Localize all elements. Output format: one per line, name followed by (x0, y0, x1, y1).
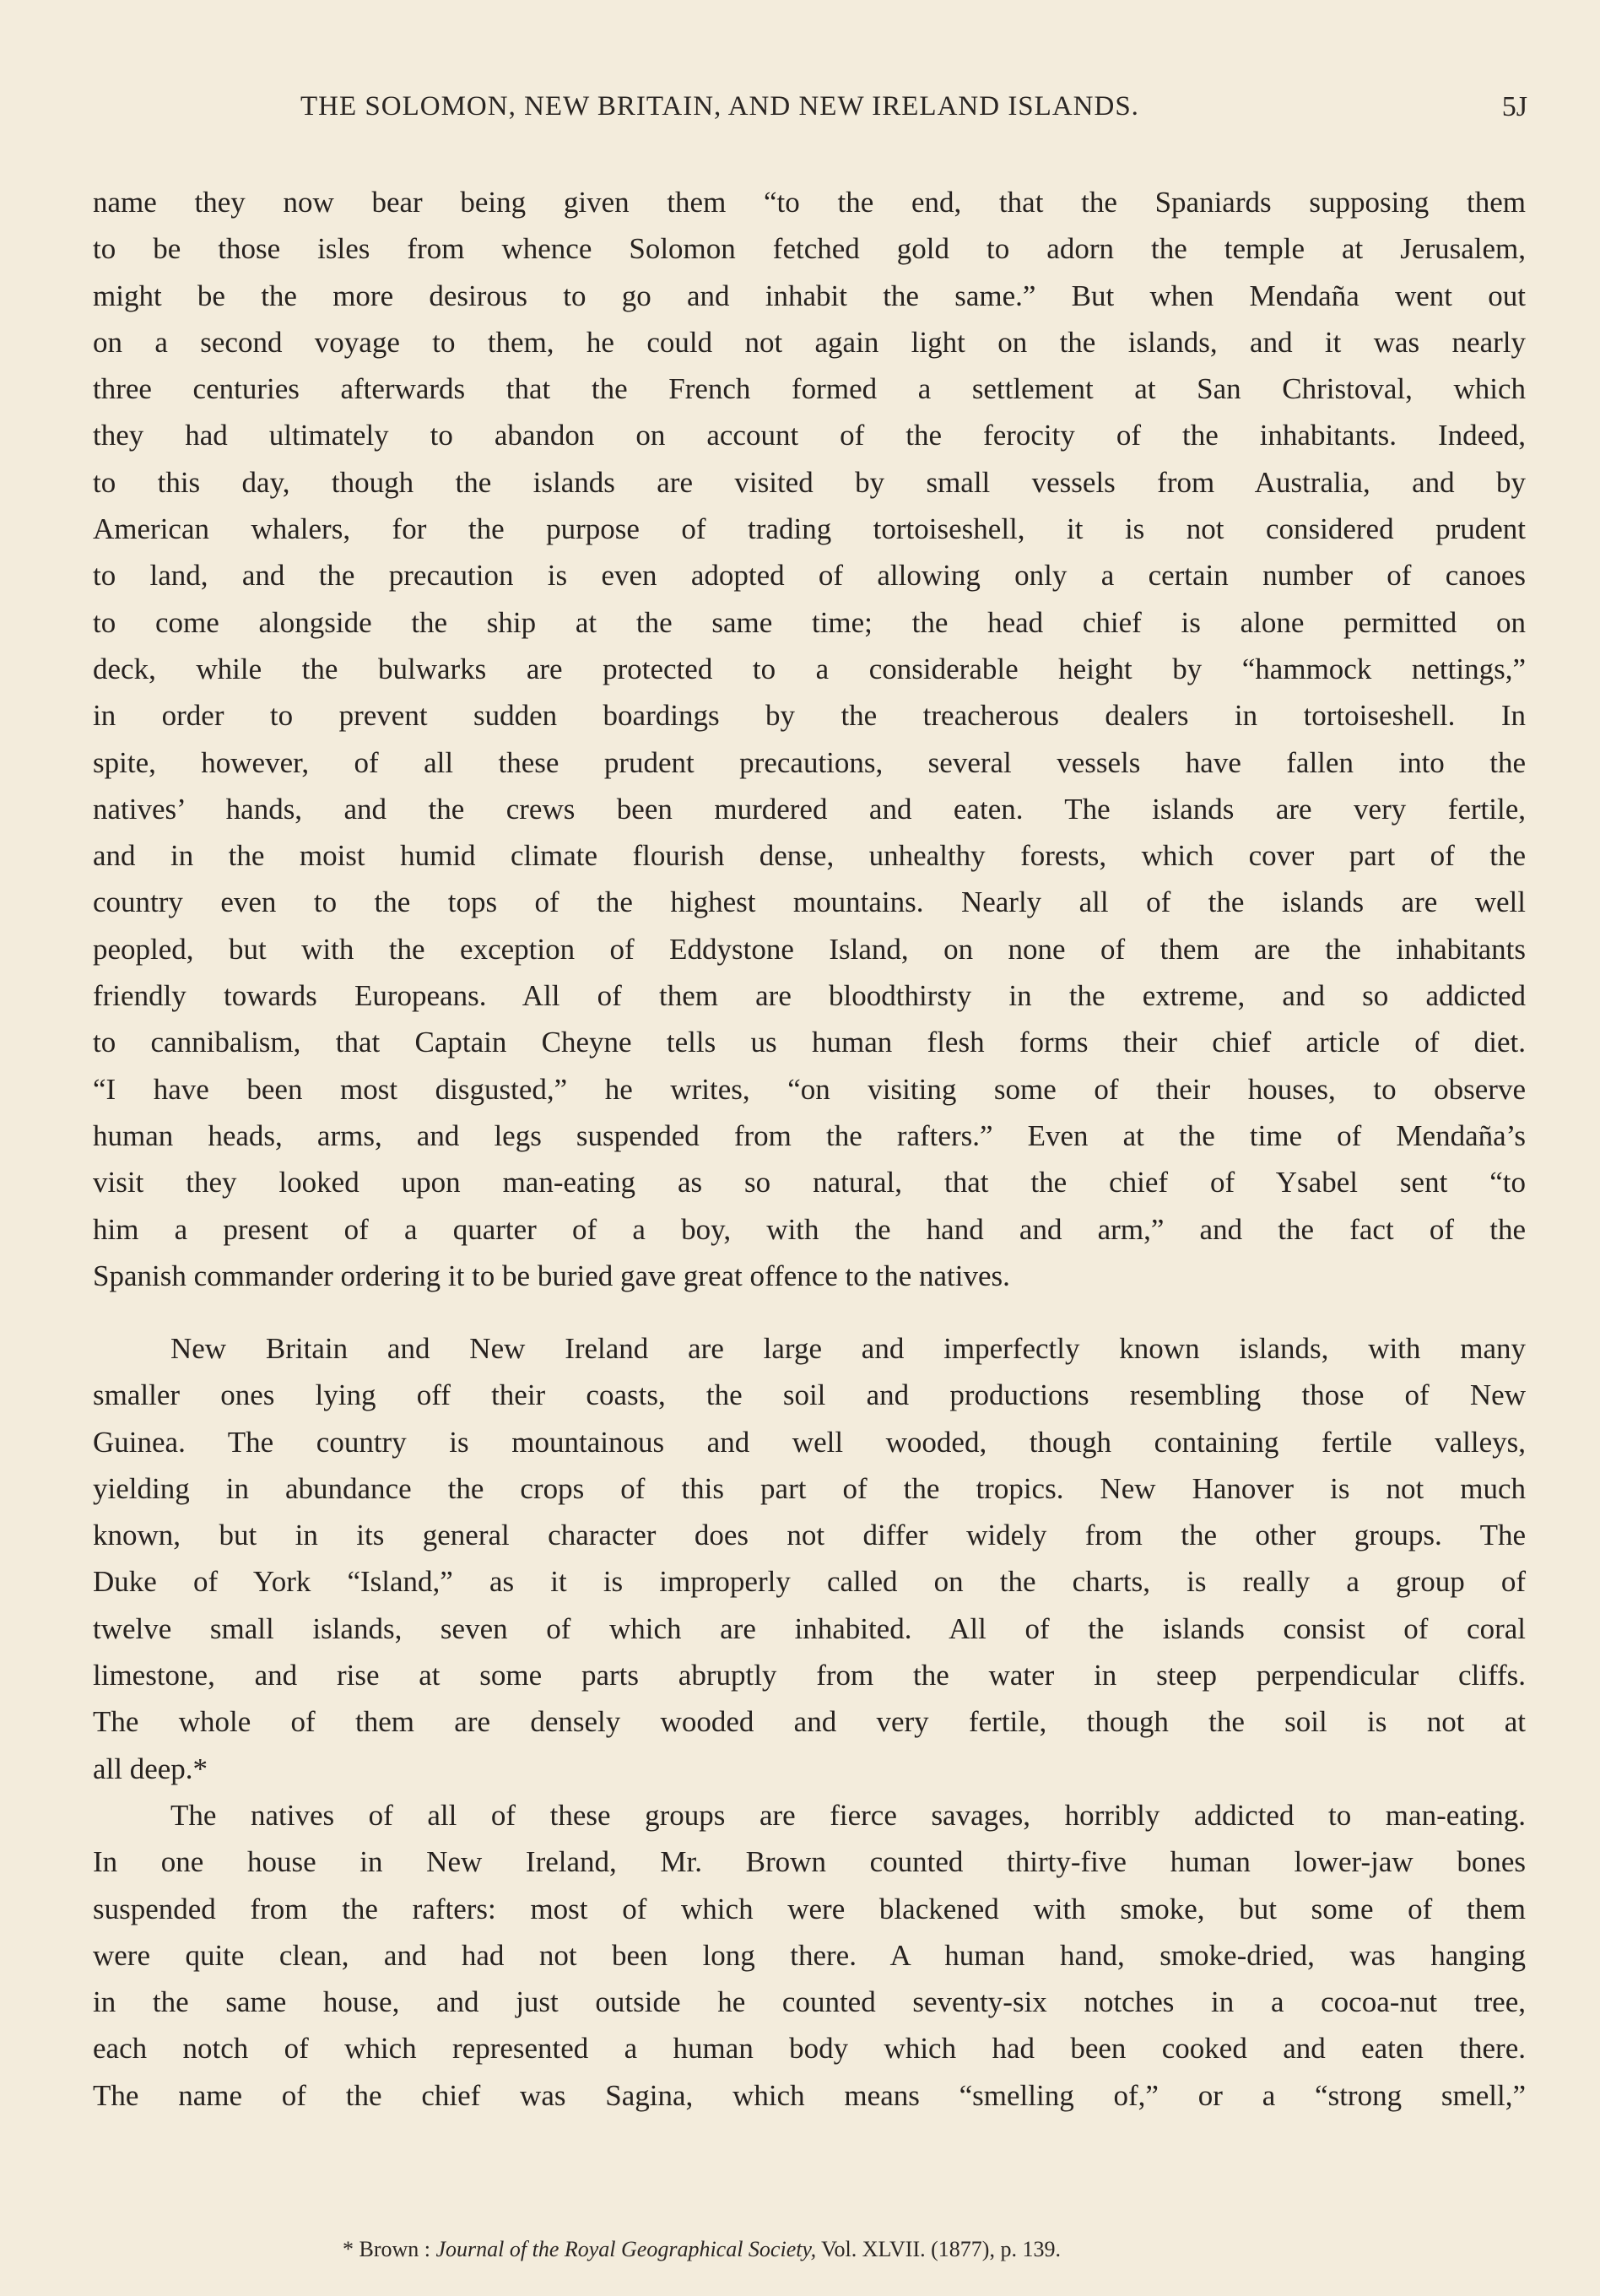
text-line: to cannibalism, that Captain Cheyne tells us human flesh forms their chief article of diet. (93, 1026, 1526, 1059)
text-line: suspended from the rafters: most of which were blackened with smoke, but some of them (93, 1892, 1526, 1925)
running-header (93, 91, 1527, 133)
page-number: 5J (1501, 91, 1527, 122)
footnote (343, 2237, 1355, 2262)
text-line: smaller ones lying off their coasts, the soil and productions resembling those of New (93, 1378, 1526, 1412)
text-line: deck, while the bulwarks are protected to a considerable height by “hammock nettings,” (93, 652, 1526, 685)
text-line: country even to the tops of the highest mountains. Nearly all of the islands are well (93, 885, 1526, 919)
text-line: natives’ hands, and the crews been murdered and eaten. The islands are very fertile, (93, 792, 1526, 826)
text-line: The natives of all of these groups are fierce savages, horribly addicted to man-eating. (170, 1799, 1526, 1832)
text-line: known, but in its general character does not differ widely from the other groups. The (93, 1519, 1526, 1552)
text-line: to be those isles from whence Solomon fetched gold to adorn the temple at Jerusalem, (93, 232, 1526, 266)
footnote-journal: Journal of the Royal Geographical Society, (435, 2237, 817, 2261)
text-line: in the same house, and just outside he counted seventy-six notches in a cocoa-nut tree, (93, 1985, 1526, 2019)
text-line: peopled, but with the exception of Eddystone Island, on none of them are the inhabitants (93, 932, 1526, 966)
text-line: The whole of them are densely wooded and very fertile, though the soil is not at (93, 1705, 1526, 1739)
header-title: THE SOLOMON, NEW BRITAIN, AND NEW IRELAND ISLANDS. (300, 91, 1139, 122)
paragraph-2 (93, 1325, 1526, 1792)
text-line: twelve small islands, seven of which are inhabited. All of the islands consist of coral (93, 1611, 1526, 1645)
text-line: they had ultimately to abandon on account of the ferocity of the inhabitants. Indeed, (93, 419, 1526, 452)
text-line: to this day, though the islands are visited by small vessels from Australia, and by (93, 465, 1526, 499)
text-line: human heads, arms, and legs suspended from the rafters.” Even at the time of Mendaña’s (93, 1118, 1526, 1152)
paragraph-3 (93, 1792, 1526, 2119)
text-line: limestone, and rise at some parts abruptly from the water in steep perpendicular cliffs. (93, 1659, 1526, 1692)
text-line: to come alongside the ship at the same time; the head chief is alone permitted on (93, 605, 1526, 639)
text-line: each notch of which represented a human body which had been cooked and eaten there. (93, 2032, 1526, 2066)
text-line: yielding in abundance the crops of this part of the tropics. New Hanover is not much (93, 1471, 1526, 1505)
text-line: Guinea. The country is mountainous and well wooded, though containing fertile valleys, (93, 1425, 1526, 1459)
text-line: Spanish commander ordering it to be buried gave great offence to the natives. (93, 1259, 1010, 1292)
text-line: Duke of York “Island,” as it is improperly called on the charts, is really a group of (93, 1565, 1526, 1599)
text-line: were quite clean, and had not been long there. A human hand, smoke-dried, was hanging (93, 1938, 1526, 1972)
paragraph-1 (93, 179, 1526, 1299)
text-line: friendly towards Europeans. All of them are bloodthirsty in the extreme, and so addicted (93, 979, 1526, 1013)
text-line: American whalers, for the purpose of trading tortoiseshell, it is not considered prudent (93, 512, 1526, 546)
text-line: “I have been most disgusted,” he writes, “on visiting some of their houses, to observe (93, 1072, 1526, 1106)
text-line: The name of the chief was Sagina, which means “smelling of,” or a “strong smell,” (93, 2078, 1526, 2112)
text-line: three centuries afterwards that the French formed a settlement at San Christoval, which (93, 372, 1526, 406)
text-line: him a present of a quarter of a boy, with the hand and arm,” and the fact of the (93, 1212, 1526, 1246)
text-line: In one house in New Ireland, Mr. Brown counted thirty-five human lower-jaw bones (93, 1845, 1526, 1879)
text-line: visit they looked upon man-eating as so natural, that the chief of Ysabel sent “to (93, 1166, 1526, 1199)
text-line: all deep.* (93, 1752, 208, 1785)
footnote-marker: * Brown : (343, 2237, 430, 2261)
footnote-reference: Vol. XLVII. (1877), p. 139. (821, 2237, 1061, 2261)
text-line: on a second voyage to them, he could not again light on the islands, and it was nearly (93, 325, 1526, 359)
text-line: in order to prevent sudden boardings by the treacherous dealers in tortoiseshell. In (93, 699, 1526, 733)
text-line: might be the more desirous to go and inhabit the same.” But when Mendaña went out (93, 279, 1526, 312)
text-line: spite, however, of all these prudent precautions, several vessels have fallen into the (93, 745, 1526, 779)
text-line: and in the moist humid climate flourish dense, unhealthy forests, which cover part of the (93, 839, 1526, 873)
text-line: New Britain and New Ireland are large and imperfectly known islands, with many (170, 1332, 1526, 1365)
text-line: name they now bear being given them “to the end, that the Spaniards supposing them (93, 186, 1526, 219)
text-line: to land, and the precaution is even adopted of allowing only a certain number of canoes (93, 559, 1526, 593)
